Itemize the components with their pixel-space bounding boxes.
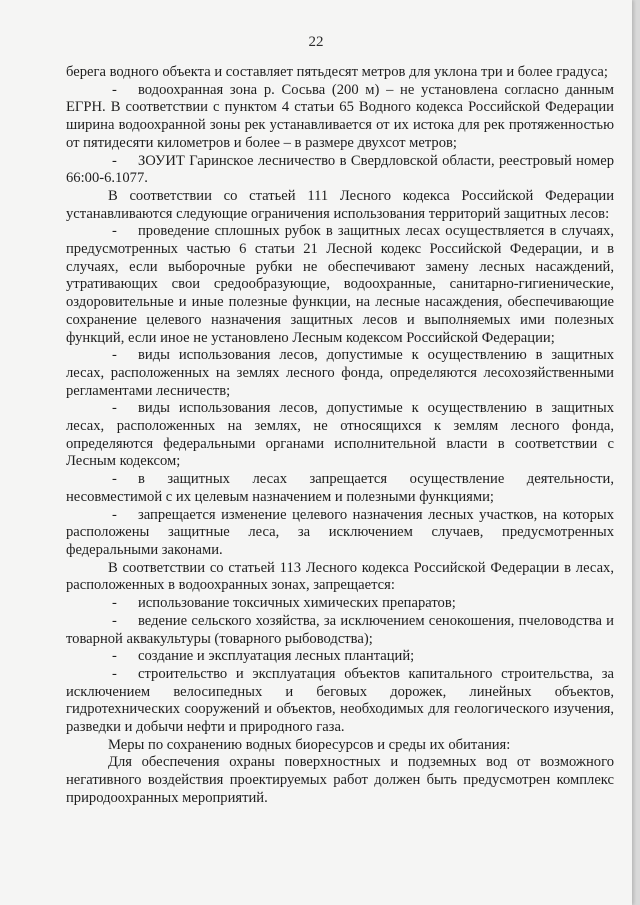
list-item-agriculture [66,613,614,648]
list-item-text: виды использования лесов, допустимые к осуществлению в защитных лесах, расположенных на землях лесного фонда, определяются лесохозяйственными регламентами лесничеств; [66,347,614,399]
list-item-forest-use-other-lands [66,400,614,471]
list-dash: - [112,612,117,629]
paragraph-article-111 [66,188,614,223]
list-item-prohibited-activity [66,471,614,506]
paragraph-bioresources [66,737,614,755]
paragraph-text: Меры по сохранению водных биоресурсов и среды их обитания: [108,736,511,753]
list-item-text: ведение сельского хозяйства, за исключением сенокошения, пчеловодства и товарной аквакультуры (товарного рыбоводства); [66,612,614,647]
paragraph-text: В соответствии со статьей 111 Лесного кодекса Российской Федерации устанавливаются следующие ограничения использования территорий защитных лесов: [66,187,614,222]
list-item-text: создание и эксплуатация лесных плантаций; [138,648,415,665]
list-item-forest-use-fund-lands [66,347,614,400]
list-item-plantations [66,648,614,666]
list-dash: - [112,223,117,240]
list-dash: - [112,152,117,169]
list-item-text: проведение сплошных рубок в защитных лесах осуществляется в случаях, предусмотренных частью 6 статьи 21 Лесной кодекс Российской Федерации, и в случаях, если выборочные рубки не обеспечивают замену лесных насаждений, утративающих свои средообразующие, водоохранные, санитарно-гигиенические, оздоровительные и иные полезные функции, на лесные насаждения, обеспечивающие сохранение целевого назначения защитных лесов и выполняемых ими полезных функций, если иное не установлено Лесным кодексом Российской Федерации; [66,223,614,346]
paragraph-article-113 [66,560,614,595]
list-item-clear-cutting [66,223,614,347]
list-dash: - [112,81,117,98]
list-item-text: запрещается изменение целевого назначения лесных участков, на которых расположены защитные леса, за исключением случаев, предусмотренных федеральными законами. [66,506,614,558]
list-item-text: в защитных лесах запрещается осуществление деятельности, несовместимой с их целевым назначением и полезными функциями; [66,471,614,505]
list-dash: - [112,471,117,488]
list-dash: - [112,506,117,523]
list-item-text: строительство и эксплуатация объектов капитального строительства, за исключением велосипедных и беговых дорожек, линейных объектов, гидротехнических сооружений и объектов, необходимых для геологического изучения, разведки и добычи нефти и природного газа. [66,665,614,736]
paragraph-text: берега водного объекта и составляет пятьдесят метров для уклона три и более градуса; [66,64,608,80]
page-number: 22 [308,34,324,50]
list-item-text: водоохранная зона р. Сосьва (200 м) – не установлена согласно данным ЕГРН. В соответствии с пунктом 4 статьи 65 Водного кодекса Российской Федерации ширина водоохранной зоны рек устанавливается от их истока для рек протяженностью от пятидесяти километров и более – в размере двухсот метров; [66,81,614,151]
list-item-water-protection-zone [66,82,614,153]
document-body [66,64,614,808]
list-dash: - [112,665,117,682]
list-item-text: использование токсичных химических препаратов; [138,595,456,612]
list-item-purpose-change [66,507,614,560]
list-dash: - [112,648,117,665]
paragraph-continuation [66,64,614,82]
list-item-text: виды использования лесов, допустимые к осуществлению в защитных лесах, расположенных на землях, не относящихся к землям лесного фонда, определяются федеральными органами исполнительной власти в соответствии с Лесным кодексом; [66,400,614,470]
list-item-toxic-chemicals [66,595,614,613]
list-item-zouit [66,153,614,188]
paragraph-text: В соответствии со статьей 113 Лесного кодекса Российской Федерации в лесах, расположенных в водоохранных зонах, запрещается: [66,559,614,594]
list-dash: - [112,347,117,364]
paragraph-water-protection [66,754,614,807]
list-item-text: ЗОУИТ Гаринское лесничество в Свердловской области, реестровый номер 66:00-6.1077. [66,152,614,187]
list-item-construction [66,666,614,737]
list-dash: - [112,595,117,612]
list-dash: - [112,400,117,417]
paragraph-text: Для обеспечения охраны поверхностных и подземных вод от возможного негативного воздействия проектируемых работ должен быть предусмотрен комплекс природоохранных мероприятий. [66,754,614,806]
